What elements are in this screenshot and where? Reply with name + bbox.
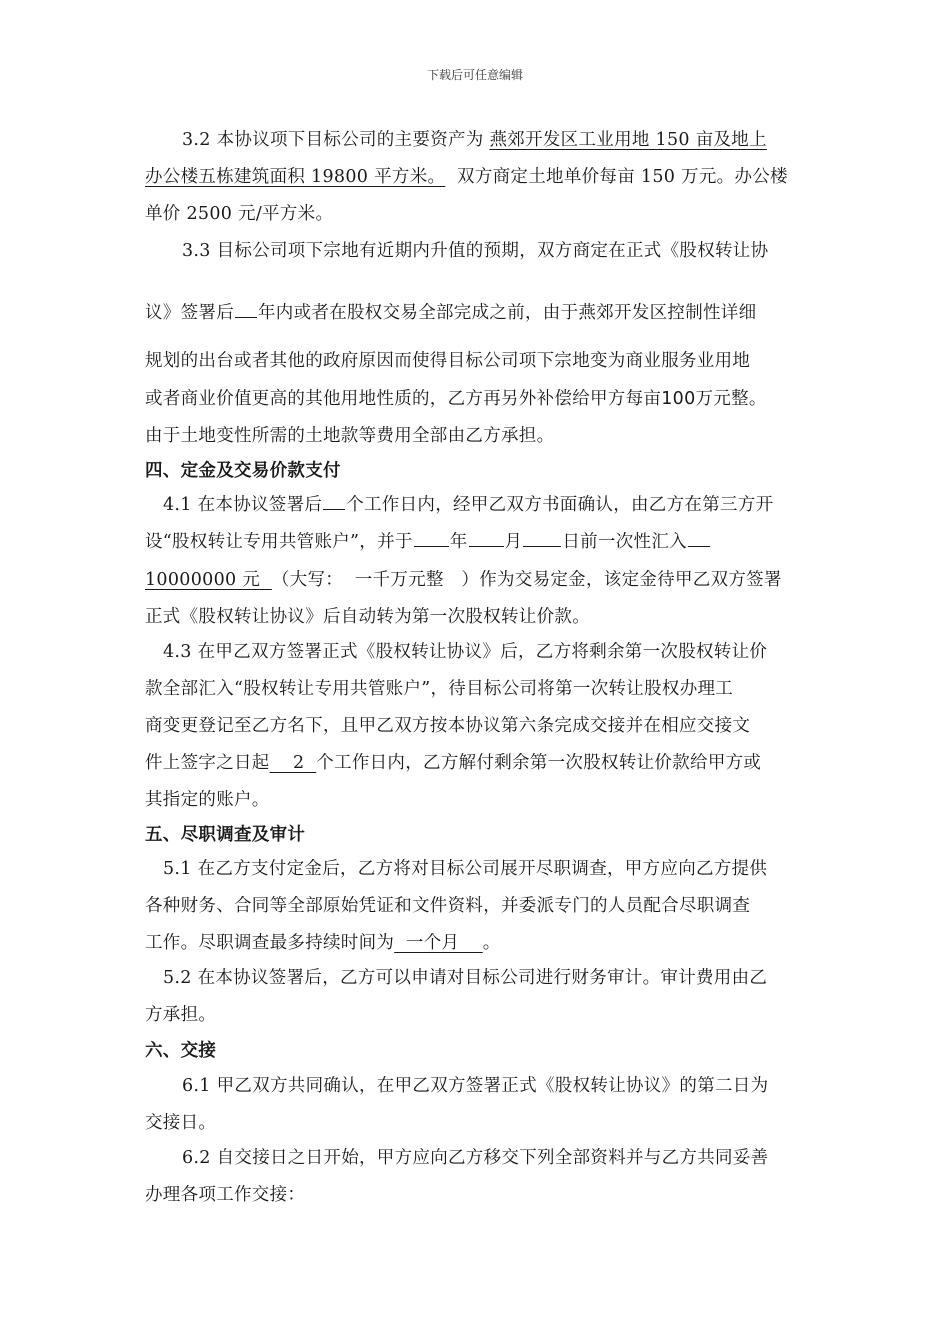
asset-description-cont: 办公楼五栋建筑面积 19800 平方米。 bbox=[145, 167, 446, 187]
clause-4-1-line-3: 10000000 元 （大写： 一千万元整 ）作为交易定金，该定金待甲乙双方签署 bbox=[145, 570, 782, 590]
clause-4-1-line-4: 正式《股权转让协议》后自动转为第一次股权转让价款。 bbox=[145, 607, 590, 627]
amount-blank bbox=[688, 531, 710, 547]
clause-4-1-line-1: 4.1 在本协议签署后 个工作日内，经甲乙双方书面确认，由乙方在第三方开 bbox=[163, 495, 774, 515]
clause-6-2-line-2: 办理各项工作交接： bbox=[145, 1185, 306, 1205]
clause-5-1-line-3: 工作。尽职调查最多持续时间为 一个月 。 bbox=[145, 933, 501, 953]
clause-3-3-line-4: 或者商业价值更高的其他用地性质的，乙方再另外补偿给甲方每亩100万元整。 bbox=[145, 389, 767, 409]
clause-3-2-line-2: 办公楼五栋建筑面积 19800 平方米。 双方商定土地单价每亩 150 万元。办公楼 bbox=[145, 167, 788, 187]
clause-4-3-line-2: 款全部汇入“股权转让专用共管账户”，待目标公司将第一次转让股权办理工 bbox=[145, 679, 734, 699]
clause-3-3-line-3: 规划的出台或者其他的政府原因而使得目标公司项下宗地变为商业服务业用地 bbox=[145, 351, 751, 371]
day-blank bbox=[523, 531, 561, 547]
years-blank bbox=[235, 302, 257, 318]
clause-3-3-line-2: 议》签署后 年内或者在股权交易全部完成之前，由于燕郊开发区控制性详细 bbox=[145, 303, 757, 323]
clause-3-2-line-3: 单价 2500 元/平方米。 bbox=[145, 204, 334, 224]
due-diligence-duration: 一个月 bbox=[394, 933, 483, 953]
deposit-amount: 10000000 元 bbox=[145, 570, 272, 590]
section-6-heading: 六、交接 bbox=[145, 1041, 217, 1061]
payment-days: 2 bbox=[269, 753, 317, 773]
clause-5-1-line-1: 5.1 在乙方支付定金后，乙方将对目标公司展开尽职调查，甲方应向乙方提供 bbox=[163, 859, 768, 879]
month-blank bbox=[469, 531, 504, 547]
asset-description: 燕郊开发区工业用地 150 亩及地上 bbox=[489, 130, 767, 150]
clause-5-2-line-2: 方承担。 bbox=[145, 1005, 217, 1025]
clause-5-2-line-1: 5.2 在本协议签署后，乙方可以申请对目标公司进行财务审计。审计费用由乙 bbox=[163, 968, 768, 988]
clause-4-3-line-3: 商变更登记至乙方名下，且甲乙双方按本协议第六条完成交接并在相应交接文 bbox=[145, 716, 751, 736]
clause-6-2-line-1: 6.2 自交接日之日开始，甲方应向乙方移交下列全部资料并与乙方共同妥善 bbox=[182, 1148, 769, 1168]
page-header: 下载后可任意编辑 bbox=[426, 68, 523, 82]
section-5-heading: 五、尽职调查及审计 bbox=[145, 825, 306, 845]
clause-5-1-line-2: 各种财务、合同等全部原始凭证和文件资料，并委派专门的人员配合尽职调查 bbox=[145, 896, 751, 916]
clause-6-1-line-2: 交接日。 bbox=[145, 1113, 217, 1133]
clause-4-1-line-2: 设“股权转让专用共管账户”，并于 年 月 日前一次性汇入 bbox=[145, 528, 711, 553]
clause-4-3-line-5: 其指定的账户。 bbox=[145, 790, 270, 810]
workdays-blank bbox=[323, 494, 345, 510]
clause-4-3-line-4: 件上签字之日起 2 个工作日内，乙方解付剩余第一次股权转让价款给甲方或 bbox=[145, 753, 762, 773]
section-4-heading: 四、定金及交易价款支付 bbox=[145, 461, 341, 481]
clause-3-2-line-1: 3.2 本协议项下目标公司的主要资产为 燕郊开发区工业用地 150 亩及地上 bbox=[182, 130, 767, 150]
clause-4-3-line-1: 4.3 在甲乙双方签署正式《股权转让协议》后，乙方将剩余第一次股权转让价 bbox=[163, 642, 768, 662]
clause-3-3-line-5: 由于土地变性所需的土地款等费用全部由乙方承担。 bbox=[145, 426, 555, 446]
year-blank bbox=[414, 531, 449, 547]
clause-3-3-line-1: 3.3 目标公司项下宗地有近期内升值的预期，双方商定在正式《股权转让协 bbox=[182, 241, 769, 261]
clause-6-1-line-1: 6.1 甲乙双方共同确认，在甲乙双方签署正式《股权转让协议》的第二日为 bbox=[182, 1076, 769, 1096]
